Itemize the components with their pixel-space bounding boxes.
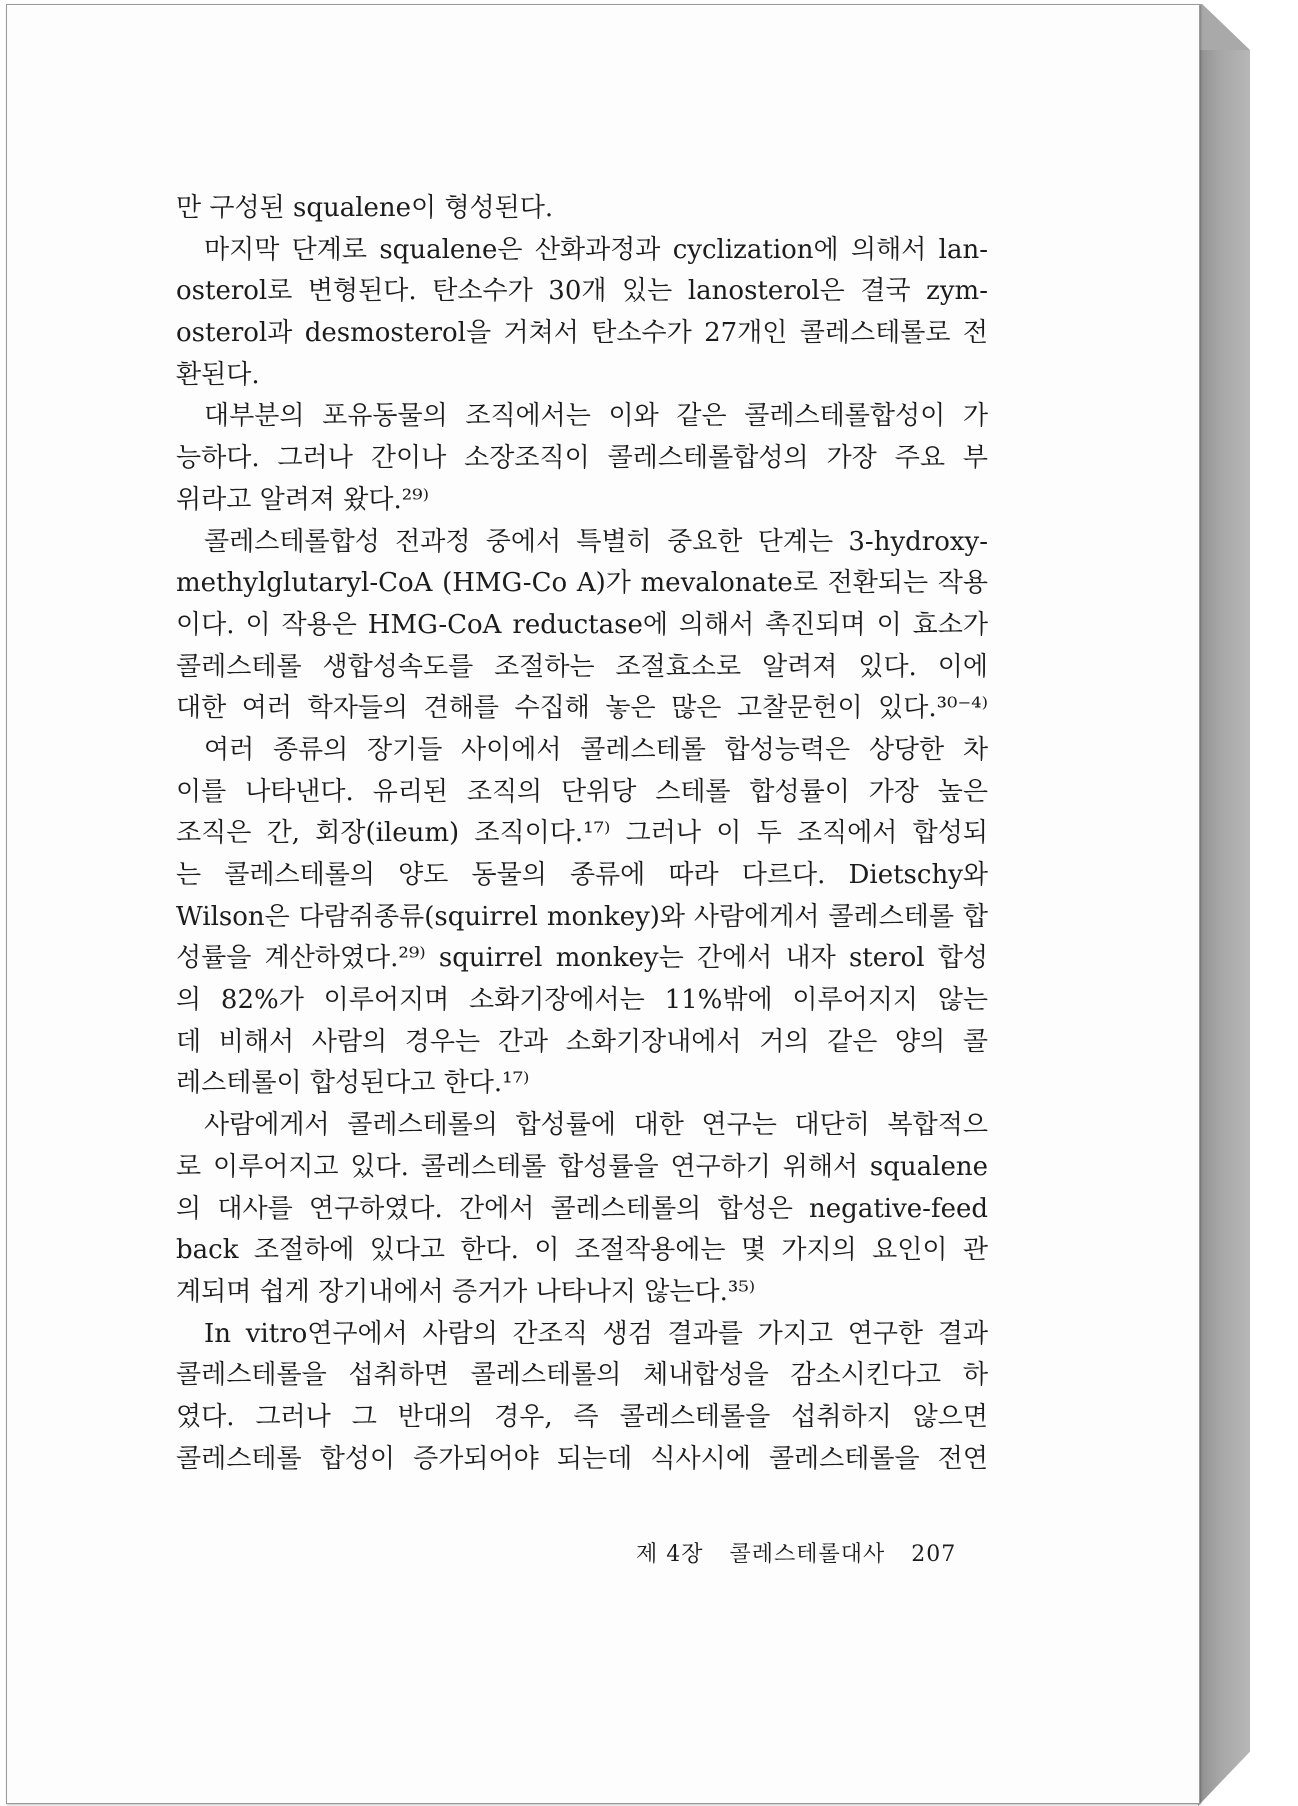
text-line: 로 이루어지고 있다. 콜레스테롤 합성률을 연구하기 위해서 squalene xyxy=(176,1151,988,1182)
text-line: Wilson은 다람쥐종류(squirrel monkey)와 사람에게서 콜레스테롤 합 xyxy=(176,901,988,932)
text-line: 는 콜레스테롤의 양도 동물의 종류에 따라 다르다. Dietschy와 xyxy=(176,860,988,890)
text-line: 대한 여러 학자들의 견해를 수집해 놓은 많은 고찰문헌이 있다.³⁰⁻⁴⁾ xyxy=(176,693,988,724)
book-spine-edge-top xyxy=(1198,4,1250,50)
text-line: osterol과 desmosterol을 거쳐서 탄소수가 27개인 콜레스테롤로 전 xyxy=(176,318,988,349)
text-line: 콜레스테롤 생합성속도를 조절하는 조절효소로 알려져 있다. 이에 xyxy=(176,651,988,682)
text-line: 대부분의 포유동물의 조직에서는 이와 같은 콜레스테롤합성이 가 xyxy=(204,401,988,432)
text-line: osterol로 변형된다. 탄소수가 30개 있는 lanosterol은 결국 zym- xyxy=(176,276,988,307)
text-line: 위라고 알려져 왔다.²⁹⁾ xyxy=(176,484,429,515)
text-line: 계되며 쉽게 장기내에서 증거가 나타나지 않는다.³⁵⁾ xyxy=(176,1276,756,1307)
footer-chapter: 제 4장 xyxy=(636,1542,704,1567)
book-spine-edge xyxy=(1198,50,1250,1806)
text-line: 레스테롤이 합성된다고 한다.¹⁷⁾ xyxy=(176,1068,530,1099)
text-line: 데 비해서 사람의 경우는 간과 소화기장내에서 거의 같은 양의 콜 xyxy=(176,1026,988,1057)
text-line: 이다. 이 작용은 HMG-CoA reductase에 의해서 촉진되며 이 효소가 xyxy=(176,609,988,640)
text-line: 콜레스테롤 합성이 증가되어야 되는데 식사시에 콜레스테롤을 전연 xyxy=(176,1443,988,1474)
text-line: 콜레스테롤을 섭취하면 콜레스테롤의 체내합성을 감소시킨다고 하 xyxy=(176,1360,988,1391)
text-line: 능하다. 그러나 간이나 소장조직이 콜레스테롤합성의 가장 주요 부 xyxy=(176,443,988,474)
text-line: back 조절하에 있다고 한다. 이 조절작용에는 몇 가지의 요인이 관 xyxy=(176,1235,988,1266)
page-body-text xyxy=(176,188,988,1480)
text-line: 였다. 그러나 그 반대의 경우, 즉 콜레스테롤을 섭취하지 않으면 xyxy=(176,1401,988,1432)
text-line: 여러 종류의 장기들 사이에서 콜레스테롤 합성능력은 상당한 차 xyxy=(204,734,988,765)
text-line: In vitro연구에서 사람의 간조직 생검 결과를 가지고 연구한 결과 xyxy=(204,1318,988,1349)
text-line: 사람에게서 콜레스테롤의 합성률에 대한 연구는 대단히 복합적으 xyxy=(204,1110,988,1141)
page-number: 207 xyxy=(911,1542,957,1567)
text-line: methylglutaryl-CoA (HMG-Co A)가 mevalonate로 전환되는 작용 xyxy=(176,568,988,599)
text-line: 조직은 간, 회장(ileum) 조직이다.¹⁷⁾ 그러나 이 두 조직에서 합성되 xyxy=(176,818,988,849)
running-footer xyxy=(636,1537,974,1568)
footer-title: 콜레스테롤대사 xyxy=(729,1542,886,1567)
text-line: 환된다. xyxy=(176,359,260,390)
text-line: 성률을 계산하였다.²⁹⁾ squirrel monkey는 간에서 내자 sterol 합성 xyxy=(176,943,988,974)
text-line: 콜레스테롤합성 전과정 중에서 특별히 중요한 단계는 3-hydroxy- xyxy=(204,526,988,557)
text-line: 이를 나타낸다. 유리된 조직의 단위당 스테롤 합성률이 가장 높은 xyxy=(176,776,988,807)
text-line: 의 대사를 연구하였다. 간에서 콜레스테롤의 합성은 negative-feed xyxy=(176,1193,988,1224)
text-line: 마지막 단계로 squalene은 산화과정과 cyclization에 의해서 lan- xyxy=(204,234,988,265)
text-line: 만 구성된 squalene이 형성된다. xyxy=(176,193,554,223)
text-line: 의 82%가 이루어지며 소화기장에서는 11%밖에 이루어지지 않는 xyxy=(176,985,988,1016)
